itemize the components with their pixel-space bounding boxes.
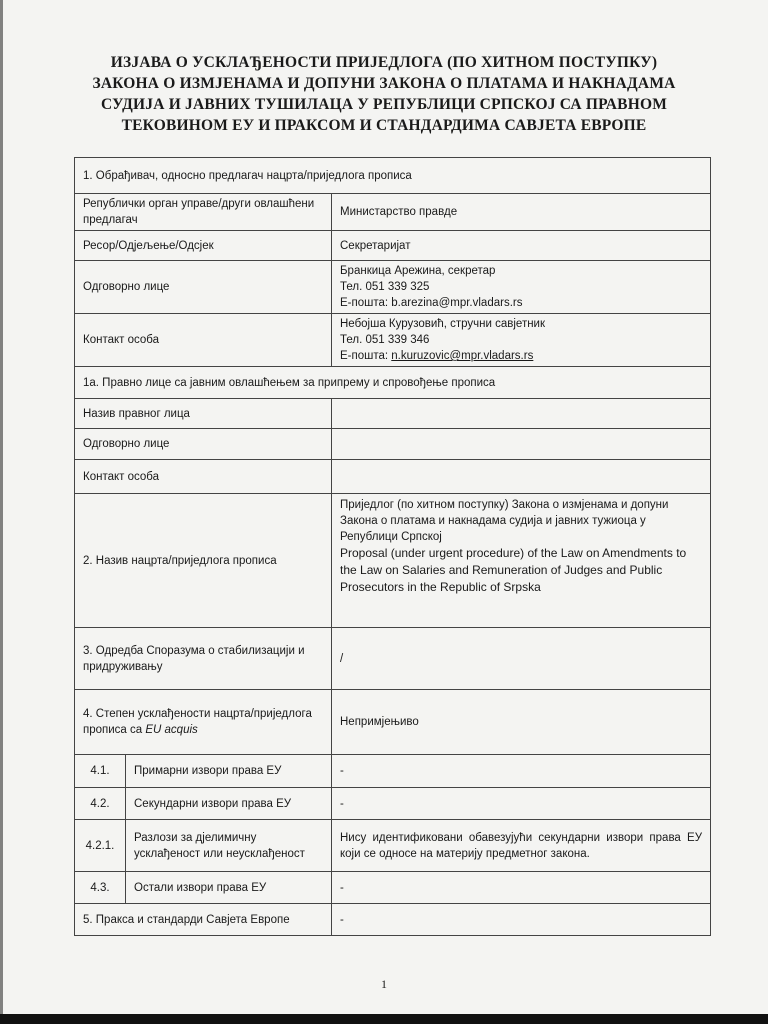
contact-email-link[interactable]: n.kuruzovic@mpr.vladars.rs [391,350,534,362]
legal-entity-name-value [332,399,711,429]
responsible-person-value [332,261,711,314]
regulation-name-value [332,494,711,628]
saa-provision-label: 3. Одредба Споразума о стабилизацији и придруживању [75,628,332,690]
section1-heading: 1. Обрађивач, односно предлагач нацрта/приједлога прописа [75,158,711,194]
table-row [75,494,711,628]
contact-email-line [340,348,702,364]
responsible-person-label: Одговорно лице [75,261,332,314]
legal-entity-responsible-label: Одговорно лице [75,429,332,460]
responsible-name: Бранкица Арежина, секретар [340,265,496,277]
table-row [75,788,711,820]
document-title [60,52,708,136]
department-label: Ресор/Одјељење/Одсјек [75,231,332,261]
secondary-sources-label: Секундарни извори права ЕУ [126,788,332,820]
legal-entity-responsible-value [332,429,711,460]
authority-label: Републички орган управе/други овлашћени предлагач [75,194,332,231]
contact-email-prefix: Е-пошта: [340,350,392,362]
table-row [75,231,711,261]
regulation-name-label: 2. Назив нацрта/приједлога прописа [75,494,332,628]
table-row [75,367,711,399]
legal-entity-name-label: Назив правног лица [75,399,332,429]
table-row [75,194,711,231]
table-row [75,314,711,367]
partial-compliance-reasons-label: Разлози за дјелимичну усклађеност или неусклађеност [126,820,332,872]
eu-acquis-text: EU acquis [145,724,198,736]
responsible-email: Е-пошта: b.arezina@mpr.vladars.rs [340,297,523,309]
table-row [75,429,711,460]
other-sources-value: - [332,872,711,904]
table-row [75,628,711,690]
authority-value: Министарство правде [332,194,711,231]
saa-provision-value: / [332,628,711,690]
title-line: ЗАКОНА О ИЗМЈЕНАМА И ДОПУНИ ЗАКОНА О ПЛАТАМА И НАКНАДАМА [92,75,676,92]
table-row [75,755,711,788]
table-row [75,158,711,194]
page-number: 1 [381,977,387,991]
contact-person-value [332,314,711,367]
contact-name: Небојша Курузовић, стручни савјетник [340,318,546,330]
scan-edge-left [0,0,3,1024]
compliance-degree-value: Непримјењиво [332,690,711,755]
row-number: 4.3. [75,872,126,904]
compliance-degree-text: 4. Степен усклађености нацрта/приједлога прописа са [83,708,312,736]
compliance-degree-label [75,690,332,755]
row-number: 4.1. [75,755,126,788]
primary-sources-value: - [332,755,711,788]
table-row [75,820,711,872]
row-number: 4.2. [75,788,126,820]
table-row [75,872,711,904]
coe-practice-value: - [332,904,711,936]
legal-entity-contact-label: Контакт особа [75,460,332,494]
regulation-name-en: Proposal (under urgent procedure) of the Law on Amendments to the Law on Salaries and Remuneration of Judges and Public Prosecutors in the Republic of Srpska [340,546,687,594]
title-line: ИЗЈАВА О УСКЛАЂЕНОСТИ ПРИЈЕДЛОГА (ПО ХИТНОМ ПОСТУПКУ) [110,54,658,71]
title-line: ТЕКОВИНОМ ЕУ И ПРАКСОМ И СТАНДАРДИМА САВЈЕТА ЕВРОПЕ [121,117,647,134]
contact-person-label: Контакт особа [75,314,332,367]
table-row [75,690,711,755]
section1a-heading: 1а. Правно лице са јавним овлашћењем за припрему и спровођење прописа [75,367,711,399]
regulation-name-sr: Приједлог (по хитном поступку) Закона о измјенама и допуни Закона о платама и накнадама судија и јавних тужиоца у Републици Српској [340,499,669,543]
secondary-sources-value: - [332,788,711,820]
row-number: 4.2.1. [75,820,126,872]
table-row [75,460,711,494]
compliance-form-table [74,157,711,936]
primary-sources-label: Примарни извори права ЕУ [126,755,332,788]
scan-edge-bottom [0,1014,768,1024]
responsible-phone: Тел. 051 339 325 [340,281,430,293]
table-row [75,261,711,314]
title-line: СУДИЈА И ЈАВНИХ ТУШИЛАЦА У РЕПУБЛИЦИ СРПСКОЈ СА ПРАВНОМ [100,96,668,113]
coe-practice-label: 5. Пракса и стандарди Савјета Европе [75,904,332,936]
legal-entity-contact-value [332,460,711,494]
contact-phone: Тел. 051 339 346 [340,334,430,346]
table-row [75,399,711,429]
partial-compliance-reasons-value: Нису идентификовани обавезујући секундарни извори права ЕУ који се односе на материју предметног закона. [332,820,711,872]
table-row [75,904,711,936]
department-value: Секретаријат [332,231,711,261]
other-sources-label: Остали извори права ЕУ [126,872,332,904]
